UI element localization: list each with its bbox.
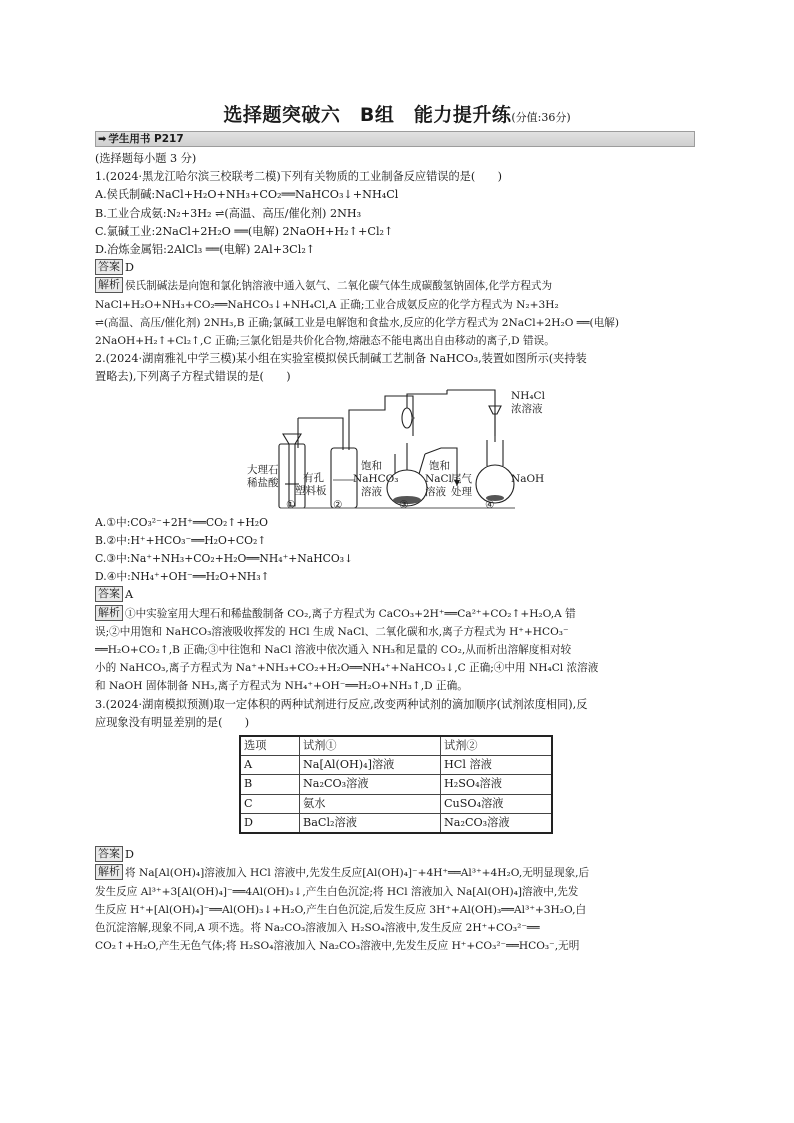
title-text: 选择题突破六 B组 能力提升练 xyxy=(223,104,512,126)
q3-explanation-1 xyxy=(95,864,695,882)
q2-answer xyxy=(95,586,695,604)
options-table xyxy=(239,735,553,834)
q2-stem-1: 2.(2024·湖南雅礼中学三模)某小组在实验室模拟侯氏制碱工艺制备 NaHCO₃,装置如图所示(夹持装 xyxy=(95,352,587,366)
q3-answer-value: D xyxy=(125,848,134,862)
table-header: 试剂② xyxy=(441,736,553,756)
book-ref: 学生用书 P217 xyxy=(108,133,184,145)
label-tail-2: 处理 xyxy=(451,485,472,498)
table-cell: A xyxy=(240,756,300,775)
arrow-icon: ➡ xyxy=(98,134,107,145)
table-cell: 氨水 xyxy=(300,794,441,813)
table-cell: CuSO₄溶液 xyxy=(441,794,553,813)
table-row xyxy=(240,775,552,794)
q1-option-a: A.侯氏制碱:NaCl+H₂O+NH₃+CO₂══NaHCO₃↓+NH₄Cl xyxy=(95,188,399,202)
table-cell: H₂SO₄溶液 xyxy=(441,775,553,794)
answer-tag: 答案 xyxy=(95,259,123,275)
content xyxy=(95,131,695,955)
label-n3: ③ xyxy=(399,498,409,511)
q1-answer xyxy=(95,259,695,277)
answer-tag: 答案 xyxy=(95,846,123,862)
q2-explanation-4: 小的 NaHCO₃,离子方程式为 Na⁺+NH₃+CO₂+H₂O══NH₄⁺+NaHCO₃↓,C 正确;④中用 NH₄Cl 浓溶液 xyxy=(95,662,599,675)
q3-stem-2: 应现象没有明显差别的是( ) xyxy=(95,715,250,729)
q3-explanation-4: 色沉淀溶解,现象不同,A 项不选。将 Na₂CO₃溶液加入 H₂SO₄溶液中,发生反应 2H⁺+CO₃²⁻══ xyxy=(95,921,540,934)
q2-option-b: B.②中:H⁺+HCO₃⁻══H₂O+CO₂↑ xyxy=(95,533,267,547)
q1-explanation-1 xyxy=(95,277,695,295)
table-row xyxy=(240,813,552,833)
q2-stem-2: 置略去),下列离子方程式错误的是( ) xyxy=(95,370,291,384)
table-cell: HCl 溶液 xyxy=(441,756,553,775)
label-sat-nacl-b: NaCl xyxy=(425,472,452,485)
q1-explanation-text-1: 侯氏制碱法是向饱和氯化钠溶液中通入氨气、二氧化碳气体生成碳酸氢钠固体,化学方程式为 xyxy=(125,280,553,293)
label-dilute-hcl: 稀盐酸 xyxy=(247,476,279,489)
apparatus-drawing xyxy=(95,388,695,513)
table-row xyxy=(240,794,552,813)
table-cell: BaCl₂溶液 xyxy=(300,813,441,833)
q2-answer-value: A xyxy=(125,588,134,602)
q1-explanation-2: NaCl+H₂O+NH₃+CO₂══NaHCO₃↓+NH₄Cl,A 正确;工业合成氨反应的化学方程式为 N₂+3H₂ xyxy=(95,298,559,311)
table-cell: B xyxy=(240,775,300,794)
label-sat-nahco3-b: NaHCO₃ xyxy=(353,472,399,485)
table-cell: Na[Al(OH)₄]溶液 xyxy=(300,756,441,775)
q1-option-d: D.冶炼金属铝:2AlCl₃ ══(电解) 2Al+3Cl₂↑ xyxy=(95,243,316,257)
table-cell: C xyxy=(240,794,300,813)
table-header: 试剂① xyxy=(300,736,441,756)
label-sat-nahco3: 饱和 xyxy=(361,459,382,472)
table-header: 选项 xyxy=(240,736,300,756)
q1-explanation-3: ⇌(高温、高压/催化剂) 2NH₃,B 正确;氯碱工业是电解饱和食盐水,反应的化学方程式为 2NaCl+2H₂O ══(电解) xyxy=(95,316,619,329)
label-naoh: NaOH xyxy=(511,472,545,485)
explanation-tag: 解析 xyxy=(95,277,123,293)
q1-option-c: C.氯碱工业:2NaCl+2H₂O ══(电解) 2NaOH+H₂↑+Cl₂↑ xyxy=(95,224,394,238)
q1-explanation-4: 2NaOH+H₂↑+Cl₂↑,C 正确;三氯化铝是共价化合物,熔融态不能电离出自由移动的离子,D 错误。 xyxy=(95,335,555,348)
label-nh4cl: NH₄Cl xyxy=(511,389,545,402)
label-marble: 大理石 xyxy=(247,463,279,476)
label-sat-nacl: 饱和 xyxy=(429,459,450,472)
q2-explanation-2: 误;②中用饱和 NaHCO₃溶液吸收挥发的 HCl 生成 NaCl、二氧化碳和水,离子方程式为 H⁺+HCO₃⁻ xyxy=(95,625,569,638)
book-ref-bar xyxy=(95,131,695,147)
table-cell: Na₂CO₃溶液 xyxy=(300,775,441,794)
q2-explanation-text-1: ①中实验室用大理石和稀盐酸制备 CO₂,离子方程式为 CaCO₃+2H⁺══Ca²⁺+CO₂↑+H₂O,A 错 xyxy=(125,607,576,620)
label-sat-nacl-c: 溶液 xyxy=(425,485,446,498)
label-nh4cl-2: 浓溶液 xyxy=(511,402,543,415)
q2-option-d: D.④中:NH₄⁺+OH⁻══H₂O+NH₃↑ xyxy=(95,570,270,584)
label-n4: ④ xyxy=(485,498,495,511)
q1-answer-value: D xyxy=(125,261,134,275)
q3-answer xyxy=(95,846,695,864)
scoring-note: (选择题每小题 3 分) xyxy=(95,152,197,165)
table-row xyxy=(240,756,552,775)
q1-option-b: B.工业合成氨:N₂+3H₂ ⇌(高温、高压/催化剂) 2NH₃ xyxy=(95,206,362,220)
explanation-tag: 解析 xyxy=(95,605,123,621)
score-note: (分值:36分) xyxy=(511,111,571,124)
label-n1: ① xyxy=(286,498,296,511)
label-plate: 有孔 xyxy=(303,471,324,484)
table-cell: D xyxy=(240,813,300,833)
q3-explanation-5: CO₂↑+H₂O,产生无色气体;将 H₂SO₄溶液加入 Na₂CO₃溶液中,先发生反应 H⁺+CO₃²⁻══HCO₃⁻,无明 xyxy=(95,940,580,953)
q1-stem: 1.(2024·黑龙江哈尔滨三校联考二模)下列有关物质的工业制备反应错误的是( ) xyxy=(95,170,502,184)
answer-tag: 答案 xyxy=(95,586,123,602)
label-plate-2: 塑料板 xyxy=(295,484,327,497)
apparatus-figure xyxy=(95,388,695,513)
q3-stem-1: 3.(2024·湖南模拟预测)取一定体积的两种试剂进行反应,改变两种试剂的滴加顺序(试剂浓度相同),反 xyxy=(95,697,588,711)
q3-explanation-3: 生反应 H⁺+[Al(OH)₄]⁻══Al(OH)₃↓+H₂O,产生白色沉淀,后发生反应 3H⁺+Al(OH)₃══Al³⁺+3H₂O,白 xyxy=(95,903,587,916)
label-sat-nahco3-c: 溶液 xyxy=(361,485,382,498)
q3-explanation-text-1: 将 Na[Al(OH)₄]溶液加入 HCl 溶液中,先发生反应[Al(OH)₄]⁻+4H⁺══Al³⁺+4H₂O,无明显现象,后 xyxy=(125,867,590,880)
q3-explanation-2: 发生反应 Al³⁺+3[Al(OH)₄]⁻══4Al(OH)₃↓,产生白色沉淀;将 HCl 溶液加入 Na[Al(OH)₄]溶液中,先发 xyxy=(95,885,579,898)
label-n2: ② xyxy=(333,498,343,511)
explanation-tag: 解析 xyxy=(95,864,123,880)
page-title xyxy=(0,100,794,127)
q2-option-a: A.①中:CO₃²⁻+2H⁺══CO₂↑+H₂O xyxy=(95,515,268,529)
q2-explanation-5: 和 NaOH 固体制备 NH₃,离子方程式为 NH₄⁺+OH⁻══H₂O+NH₃↑,D 正确。 xyxy=(95,680,468,693)
options-table-wrap xyxy=(95,735,695,834)
table-header-row xyxy=(240,736,552,756)
q2-explanation-3: ══H₂O+CO₂↑,B 正确;③中往饱和 NaCl 溶液中依次通入 NH₃和足量的 CO₂,从而析出溶解度相对较 xyxy=(95,644,572,657)
q2-explanation-1 xyxy=(95,605,695,623)
label-tail: 尾气 xyxy=(451,472,472,485)
table-cell: Na₂CO₃溶液 xyxy=(441,813,553,833)
q2-option-c: C.③中:Na⁺+NH₃+CO₂+H₂O══NH₄⁺+NaHCO₃↓ xyxy=(95,552,354,566)
